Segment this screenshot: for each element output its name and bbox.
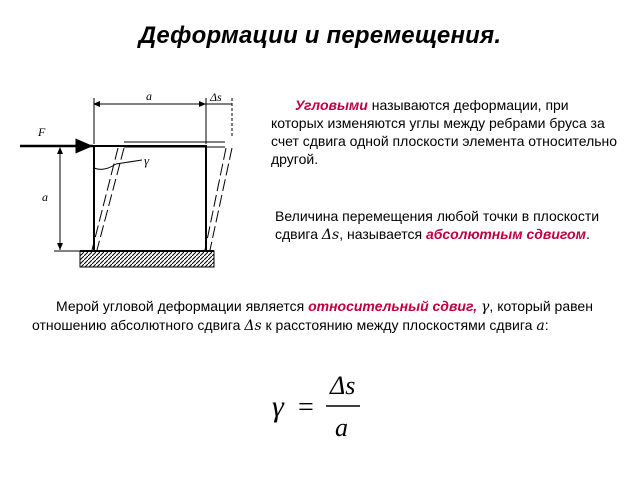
paragraph3-text4: : [544, 317, 549, 333]
formula-lhs: γ [272, 390, 284, 423]
label-a-top: a [146, 89, 152, 103]
paragraph3-text2: , который равен отношению абсолютного сдвига [32, 298, 593, 333]
paragraph1-text: называются деформации, при которых изменяются углы между ребрами бруса за счет сдвига одной плоскости элемента относительно другой. [271, 97, 618, 167]
label-a-left: a [42, 190, 48, 204]
paragraph2-end: . [585, 226, 590, 242]
term-absolute-shear: абсолютным сдвигом [425, 226, 586, 242]
symbol-delta-s-2: Δs [244, 318, 262, 334]
ground-hatching [80, 251, 214, 267]
shear-formula [268, 370, 388, 460]
page-title: Деформации и перемещения. [138, 22, 502, 49]
relative-shear-definition [32, 297, 627, 335]
term-angular: Угловыми [295, 97, 368, 113]
absolute-shear-definition [275, 207, 615, 244]
symbol-gamma: γ [481, 299, 490, 315]
formula-equals: = [298, 392, 314, 423]
paragraph3-text1: Мерой угловой деформации является [56, 298, 309, 314]
label-force: F [38, 125, 46, 139]
label-gamma: γ [144, 153, 150, 168]
paragraph2-text-before: Величина перемещения любой точки в плоскости сдвига [275, 208, 600, 242]
symbol-delta-s: Δs [321, 227, 340, 243]
symbol-a: a [536, 318, 545, 334]
paragraph3-text3: к расстоянию между плоскостями сдвига [261, 317, 537, 333]
paragraph2-text-after: , называется [339, 226, 426, 242]
angular-deformation-definition [271, 96, 621, 168]
term-relative-shear: относительный сдвиг, [308, 298, 478, 314]
formula-denominator: a [335, 413, 348, 442]
formula-numerator: Δs [330, 371, 356, 400]
deformed-element [92, 142, 232, 250]
label-delta-s: Δs [210, 90, 222, 104]
